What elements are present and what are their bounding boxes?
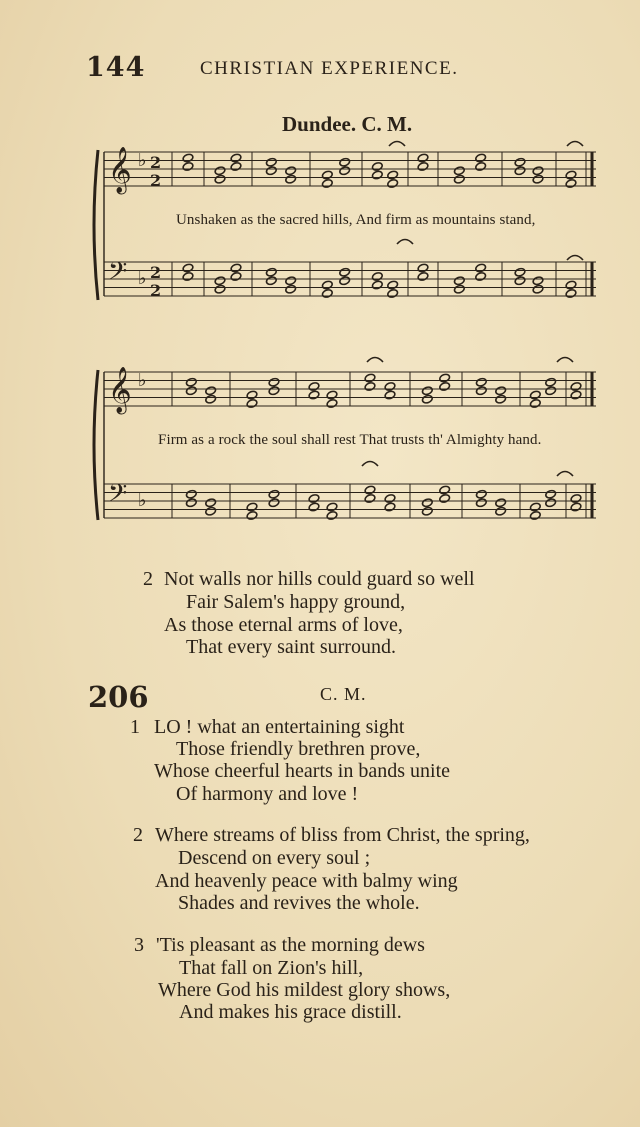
note-head: [285, 174, 297, 184]
note-head: [421, 498, 433, 508]
note-head: [529, 399, 541, 409]
note-head: [453, 276, 465, 286]
note-head: [475, 263, 487, 273]
running-title: CHRISTIAN EXPERIENCE.: [200, 58, 459, 79]
lyric-line-1: Unshaken as the sacred hills, And firm as mountains stand,: [176, 212, 536, 228]
verse-number: 1: [130, 716, 140, 738]
note-head: [246, 502, 258, 512]
note-head: [475, 272, 487, 282]
note-head: [321, 179, 333, 189]
treble-clef: 𝄞: [108, 367, 132, 413]
note-head: [205, 394, 217, 404]
note-head: [453, 284, 465, 294]
verse-line: That fall on Zion's hill,: [179, 957, 364, 979]
note-head: [387, 289, 399, 299]
flat-sign: ♭: [138, 370, 147, 391]
fermata: [389, 142, 405, 147]
note-head: [514, 276, 526, 286]
note-head: [182, 153, 194, 163]
prev-verse-number: 2: [143, 568, 153, 590]
note-head: [268, 386, 280, 396]
note-head: [268, 377, 280, 387]
note-head: [387, 280, 399, 290]
fermata: [567, 142, 583, 147]
note-head: [439, 494, 451, 504]
note-head: [364, 494, 376, 504]
note-head: [532, 276, 544, 286]
note-head: [565, 170, 577, 180]
note-head: [185, 377, 197, 387]
note-head: [514, 166, 526, 176]
note-head: [230, 162, 242, 172]
note-head: [265, 276, 277, 286]
note-head: [265, 157, 277, 167]
note-head: [439, 382, 451, 392]
note-head: [570, 502, 582, 512]
verse-line: Where God his mildest glory shows,: [158, 979, 451, 1001]
note-head: [339, 267, 351, 277]
note-head: [371, 272, 383, 282]
flat-sign: ♭: [138, 490, 147, 511]
brace: [94, 150, 98, 300]
note-head: [265, 267, 277, 277]
fermata: [397, 240, 413, 245]
note-head: [230, 272, 242, 282]
note-head: [475, 489, 487, 499]
note-head: [326, 399, 338, 409]
fermata: [367, 358, 383, 363]
note-head: [246, 399, 258, 409]
note-head: [417, 162, 429, 172]
note-head: [453, 174, 465, 184]
time-signature: 2: [150, 153, 162, 172]
note-head: [268, 489, 280, 499]
note-head: [364, 382, 376, 392]
time-signature: 2: [150, 281, 162, 300]
note-head: [321, 280, 333, 290]
note-head: [475, 162, 487, 172]
note-head: [230, 153, 242, 163]
note-head: [417, 272, 429, 282]
note-head: [421, 506, 433, 516]
verse-line: LO ! what an entertaining sight: [154, 716, 405, 738]
prev-verse-line: As those eternal arms of love,: [164, 614, 403, 636]
note-head: [308, 390, 320, 400]
note-head: [214, 174, 226, 184]
note-head: [182, 162, 194, 172]
note-head: [387, 179, 399, 189]
note-head: [495, 394, 507, 404]
note-head: [321, 289, 333, 299]
note-head: [339, 166, 351, 176]
note-head: [495, 506, 507, 516]
prev-verse-line: Fair Salem's happy ground,: [186, 591, 406, 613]
note-head: [384, 382, 396, 392]
note-head: [453, 166, 465, 176]
note-head: [321, 170, 333, 180]
time-signature: 2: [150, 171, 162, 190]
fermata: [557, 472, 573, 477]
note-head: [417, 153, 429, 163]
verse-number: 2: [133, 824, 143, 846]
note-head: [214, 276, 226, 286]
hymn-number: 206: [88, 680, 149, 714]
note-head: [529, 390, 541, 400]
note-head: [565, 179, 577, 189]
note-head: [545, 498, 557, 508]
note-head: [545, 386, 557, 396]
hymn-meter: C. M.: [320, 684, 367, 704]
note-head: [265, 166, 277, 176]
note-head: [495, 386, 507, 396]
note-head: [371, 170, 383, 180]
prev-verse-line: That every saint surround.: [186, 636, 396, 658]
brace: [94, 370, 98, 520]
verse-line: Where streams of bliss from Christ, the spring,: [155, 824, 530, 846]
note-head: [529, 502, 541, 512]
note-head: [230, 263, 242, 273]
note-head: [439, 485, 451, 495]
verse-line: Those friendly brethren prove,: [176, 738, 421, 760]
note-head: [214, 166, 226, 176]
verse-line: Whose cheerful hearts in bands unite: [154, 760, 451, 782]
note-head: [182, 272, 194, 282]
note-head: [417, 263, 429, 273]
note-head: [514, 157, 526, 167]
fermata: [557, 358, 573, 363]
verse-line: And heavenly peace with balmy wing: [155, 870, 458, 892]
note-head: [185, 489, 197, 499]
note-head: [326, 502, 338, 512]
flat-sign: ♭: [138, 150, 147, 171]
verse-line: Shades and revives the whole.: [178, 892, 420, 914]
note-head: [308, 494, 320, 504]
note-head: [421, 394, 433, 404]
note-head: [439, 373, 451, 383]
note-head: [364, 373, 376, 383]
lyric-line-2: Firm as a rock the soul shall rest That trusts th' Almighty hand.: [158, 432, 542, 448]
note-head: [205, 498, 217, 508]
note-head: [570, 494, 582, 504]
note-head: [421, 386, 433, 396]
time-signature: 2: [150, 263, 162, 282]
note-head: [570, 390, 582, 400]
note-head: [268, 498, 280, 508]
fermata: [362, 462, 378, 467]
note-head: [285, 166, 297, 176]
note-head: [384, 390, 396, 400]
note-head: [570, 382, 582, 392]
note-head: [384, 502, 396, 512]
note-head: [364, 485, 376, 495]
note-head: [339, 157, 351, 167]
note-head: [565, 280, 577, 290]
note-head: [545, 377, 557, 387]
note-head: [532, 174, 544, 184]
note-head: [326, 390, 338, 400]
note-head: [475, 377, 487, 387]
note-head: [339, 276, 351, 286]
verse-line: And makes his grace distill.: [179, 1001, 402, 1023]
treble-clef: 𝄞: [108, 147, 132, 193]
note-head: [308, 382, 320, 392]
score-staves: [94, 142, 596, 521]
note-head: [495, 498, 507, 508]
note-head: [185, 498, 197, 508]
verse-number: 3: [134, 934, 144, 956]
note-head: [514, 267, 526, 277]
fermata: [567, 256, 583, 261]
note-head: [371, 280, 383, 290]
flat-sign: ♭: [138, 268, 147, 289]
note-head: [326, 511, 338, 521]
note-head: [185, 386, 197, 396]
page-number: 144: [86, 52, 146, 83]
note-head: [371, 162, 383, 172]
note-head: [529, 511, 541, 521]
note-head: [532, 166, 544, 176]
music-score: [0, 0, 640, 560]
note-head: [384, 494, 396, 504]
note-head: [565, 289, 577, 299]
verse-line: Descend on every soul ;: [178, 847, 371, 869]
note-head: [246, 511, 258, 521]
note-head: [285, 284, 297, 294]
bass-clef: 𝄢: [108, 257, 128, 292]
bass-clef: 𝄢: [108, 479, 128, 514]
note-head: [205, 386, 217, 396]
prev-verse-line: Not walls nor hills could guard so well: [164, 568, 475, 590]
note-head: [182, 263, 194, 273]
verse-line: Of harmony and love !: [176, 783, 359, 805]
note-head: [246, 390, 258, 400]
note-head: [308, 502, 320, 512]
tune-title: Dundee. C. M.: [282, 112, 413, 136]
note-head: [532, 284, 544, 294]
note-head: [475, 498, 487, 508]
note-head: [545, 489, 557, 499]
note-head: [387, 170, 399, 180]
note-head: [285, 276, 297, 286]
verse-line: 'Tis pleasant as the morning dews: [156, 934, 425, 956]
note-head: [475, 153, 487, 163]
note-head: [205, 506, 217, 516]
note-head: [475, 386, 487, 396]
note-head: [214, 284, 226, 294]
